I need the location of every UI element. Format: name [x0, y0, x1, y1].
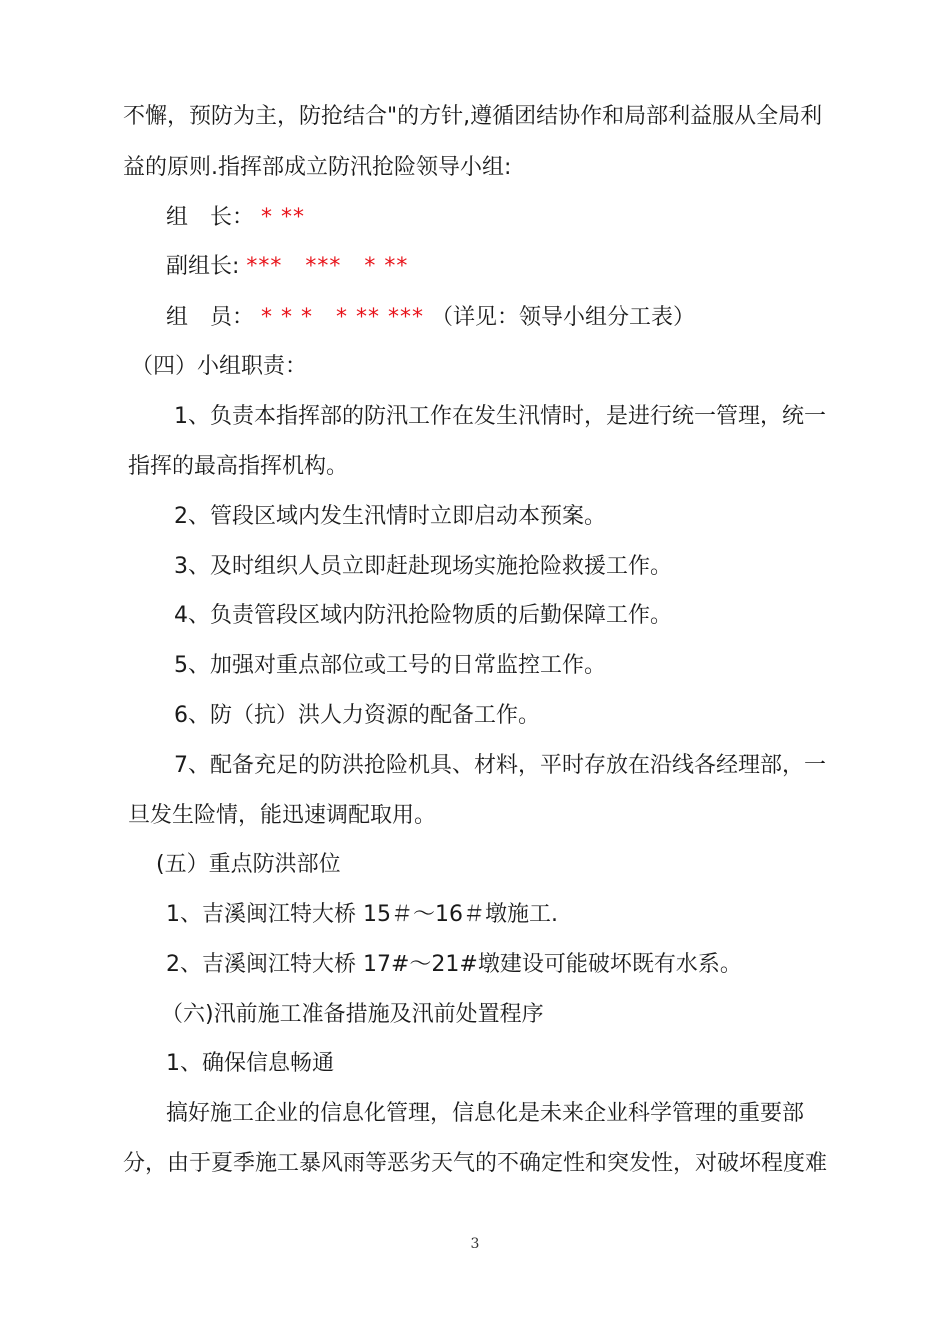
member-label: 组 员：	[166, 305, 255, 330]
paragraph-line: 分，由于夏季施工暴风雨等恶劣天气的不确定性和突发性，对破坏程度难	[123, 1151, 828, 1176]
deputy-label: 副组长:	[166, 254, 247, 279]
duty-item: 6、防（抗）洪人力资源的配备工作。	[174, 703, 540, 728]
deputy-row	[166, 252, 408, 282]
duty-item: 3、及时组织人员立即赶赴现场实施抢险救援工作。	[174, 554, 672, 579]
duty-item: 2、管段区域内发生汛情时立即启动本预案。	[174, 504, 606, 529]
section-heading: （六)汛前施工准备措施及汛前处置程序	[161, 1002, 544, 1027]
paragraph-line: 不懈，预防为主，防抢结合"的方针,遵循团结协作和局部利益服从全局利	[123, 104, 823, 129]
duty-item: 4、负责管段区域内防汛抢险物质的后勤保障工作。	[174, 603, 672, 628]
subsection-heading: 1、确保信息畅通	[166, 1051, 334, 1076]
member-names: * * * * ** ***	[261, 305, 424, 330]
member-note: （详见：领导小组分工表）	[431, 305, 696, 330]
duty-item-continued: 指挥的最高指挥机构。	[128, 454, 349, 479]
paragraph-line: 搞好施工企业的信息化管理，信息化是未来企业科学管理的重要部	[166, 1101, 805, 1126]
leader-row	[166, 203, 305, 233]
leader-names: * **	[261, 205, 306, 230]
section-heading: (五）重点防洪部位	[156, 852, 341, 877]
duty-item-continued: 旦发生险情，能迅速调配取用。	[128, 803, 437, 828]
duty-item: 1、负责本指挥部的防汛工作在发生汛情时，是进行统一管理，统一	[174, 404, 826, 429]
key-location-item: 2、吉溪闽江特大桥 17#～21#墩建设可能破坏既有水系。	[166, 952, 742, 977]
duty-item: 5、加强对重点部位或工号的日常监控工作。	[174, 653, 606, 678]
duty-item: 7、配备充足的防洪抢险机具、材料，平时存放在沿线各经理部，一	[174, 753, 826, 778]
leader-label: 组 长：	[166, 205, 255, 230]
key-location-item: 1、吉溪闽江特大桥 15＃～16＃墩施工.	[166, 902, 558, 927]
paragraph-line: 益的原则.指挥部成立防汛抢险领导小组:	[123, 155, 512, 180]
member-row	[166, 303, 695, 333]
section-heading: （四）小组职责：	[131, 354, 308, 379]
deputy-names: *** *** * **	[246, 254, 409, 279]
page-number: 3	[470, 1236, 480, 1252]
